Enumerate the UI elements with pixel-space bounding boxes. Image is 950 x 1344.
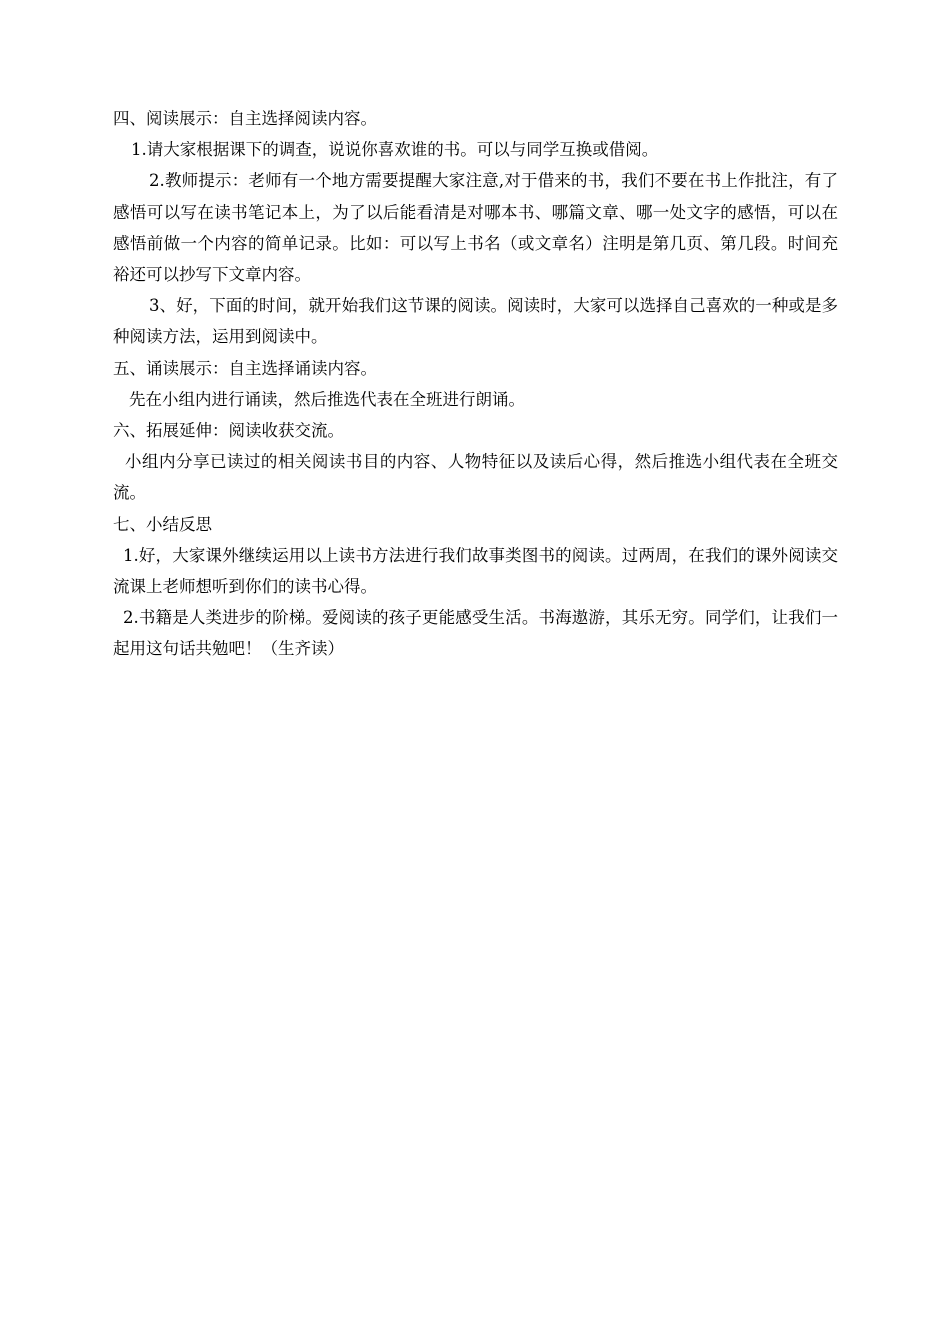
section-6-heading: 六、拓展延伸：阅读收获交流。 [113,421,344,441]
section-4-item-1: 1.请大家根据课下的调查，说说你喜欢谁的书。可以与同学互换或借阅。 [131,140,659,160]
section-7-item-2: 2.书籍是人类进步的阶梯。爱阅读的孩子更能感受生活。书海遨游，其乐无穷。同学们，让我们一起用这句话共勉吧！（生齐读） [113,608,838,659]
section-4-item-2: 2.教师提示：老师有一个地方需要提醒大家注意,对于借来的书，我们不要在书上作批注，有了感悟可以写在读书笔记本上，为了以后能看清是对哪本书、哪篇文章、哪一处文字的感悟，可以在感悟前做一个内容的简单记录。比如：可以写上书名（或文章名）注明是第几页、第几段。时间充裕还可以抄写下文章内容。 [113,171,838,285]
section-4-heading: 四、阅读展示：自主选择阅读内容。 [113,109,377,128]
section-5-heading: 五、诵读展示：自主选择诵读内容。 [113,358,377,378]
section-7-heading: 七、小结反思 [113,514,212,534]
section-6-body: 小组内分享已读过的相关阅读书目的内容、人物特征以及读后心得，然后推选小组代表在全班交流。 [113,452,838,503]
section-5-body: 先在小组内进行诵读，然后推选代表在全班进行朗诵。 [129,389,525,409]
section-4-item-3: 3、好，下面的时间，就开始我们这节课的阅读。阅读时，大家可以选择自己喜欢的一种或是多种阅读方法，运用到阅读中。 [113,296,838,347]
section-7-item-1: 1.好，大家课外继续运用以上读书方法进行我们故事类图书的阅读。过两周，在我们的课外阅读交流课上老师想听到你们的读书心得。 [113,545,838,597]
document-body [113,103,838,665]
